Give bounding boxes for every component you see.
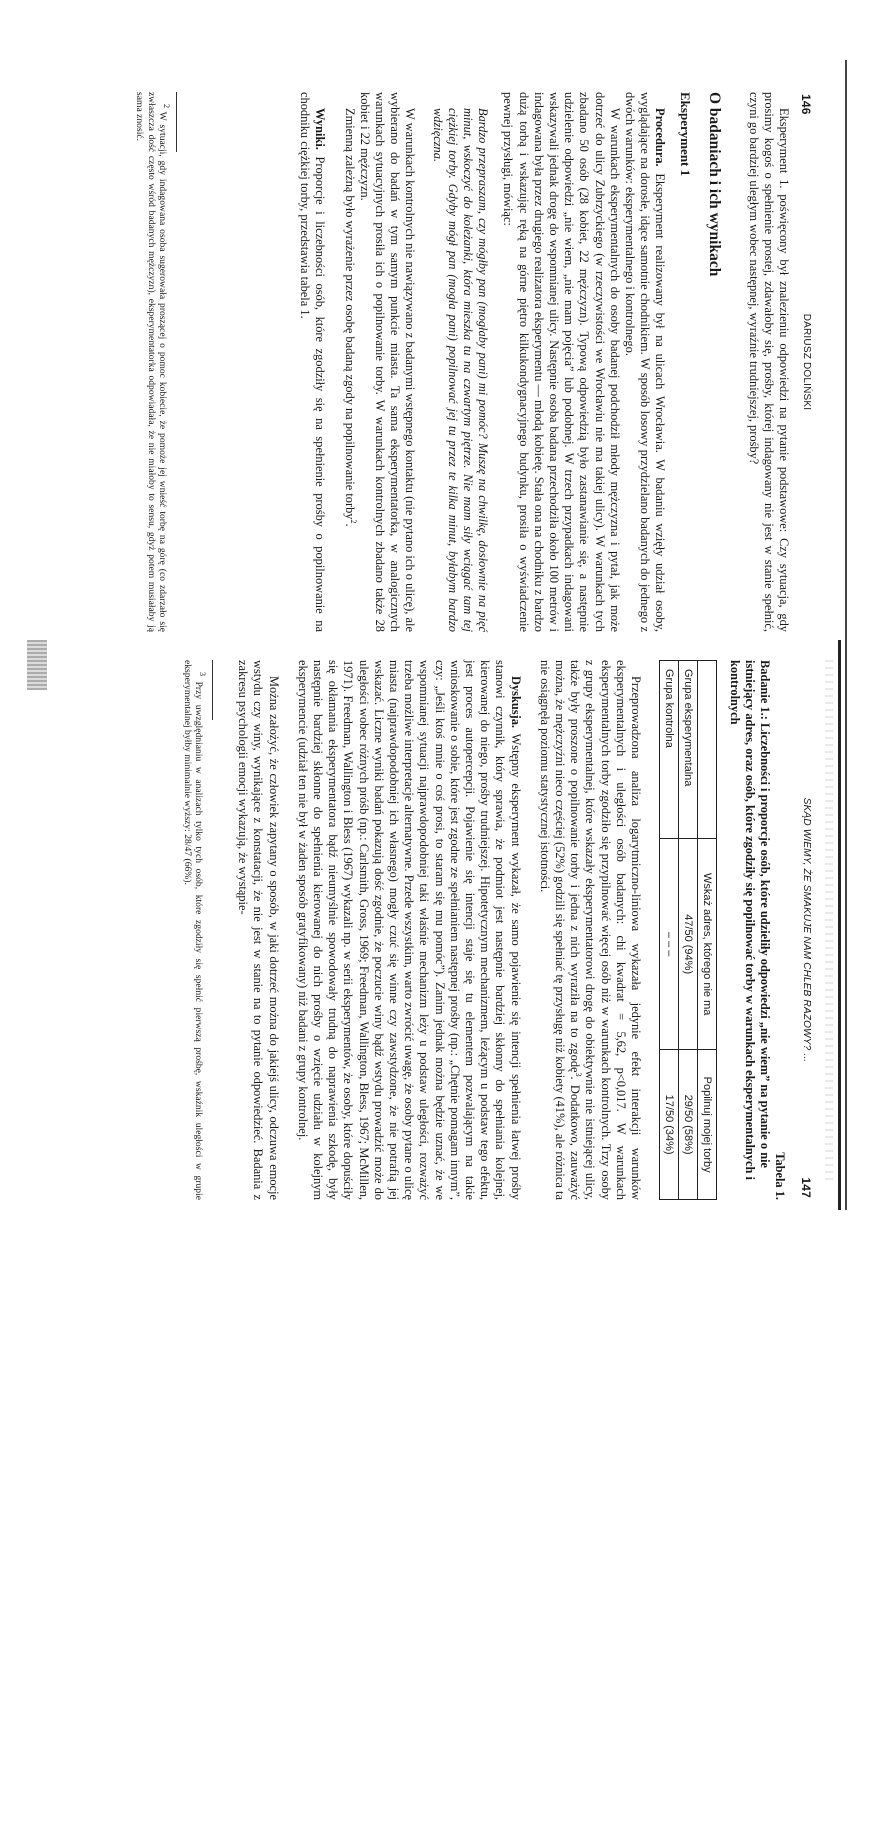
table-caption-block [727, 660, 787, 1200]
procedure-paragraph [622, 92, 668, 632]
footnote-number: 3 [198, 672, 208, 676]
discussion-text: Wstępny eksperyment wykazał, że samo pojawienie się intencji spełnienia łatwej prośby stanowi czynnik, który sprawia, że podmiot jest następnie bardziej skłonny do spełniania kolejnej, kierowanej do niego, prośby trudniejszej. Hipotetycznym mechanizmem, leżącym u podstaw tego efektu, jest proces autopercepcji. Pojawienie się intencji staje się tu elementem pozwalającym na takie wnioskowanie o sobie, które jest zgodne ze spełnianiem następnej prośby (np.: „Chętnie pomagam innym”, czy: „Jeśli ktoś mnie o coś prosi, to staram się mu pomóc”). Zanim jednak można będzie uznać, że we wspomnianej sytuacji najprawdopodobniej taki właśnie mechanizm leży u podstaw uległości, rozważyć trzeba możliwe interpretacje alternatywne. Przede wszystkim, warto zwrócić uwagę, że osoby pytane o ulicę miasta (najprawdopodobniej ich własnego) mogły czuć się winne czy zawstydzone, że nie potrafią jej wskazać. Liczne wyniki badań pokazują dość zgodnie, że poczucie winy bądź wstydu prowadzić może do uległości wobec różnych próśb (np.: Carlsmith, Gross, 1969; Freedman, Wallington, Bless, 1967; McMillen, 1971). Freedman, Wallington i Bless (1967) wykazali np. w serii eksperymentów, że osoby, które dopuściły się okłamania eksperymentatora bądź nieumyślnie spowodowały trudną do naprawienia szkodę, były następnie bardziej skłonne do spełnienia kierowanej do nich prośby o wzięcie udziału w kolejnym eksperymencie (udział ten nie był w żaden sposób gratyfikowany) niż badani z grupy kontrolnej. [295, 660, 523, 1200]
table-row [660, 661, 679, 1200]
running-head [791, 660, 813, 1200]
experimental-condition-paragraph: W warunkach eksperymentalnych do osoby badanej podchodził młody mężczyzna i pytał, jak może dotrzeć do ulicy Zubrzyckiego (w rzeczywistości we Wrocławiu nie ma takiej ulicy). W warunkach tych zbadano 50 osób (28 kobiet, 22 mężczyzn). Typową odpowiedzią było zastanawianie się, a następnie udzielenie odpowiedzi „nie wiem, „nie mam pojęcia” lub podobnej. W trzech przypadkach indagowani wskazywali jednak drogę do wspomnianej ulicy. Następnie osoba badana przechodziła około 100 metrów i indagowana była przez drugiego realizatora eksperymentu — młodą kobietę. Stała ona na chodniku z bardzo dużą torbą i wskazując ręką na górne piętro kilkukondygnacyjnego budynku, prosiła o wyświadczenie pewnej przysługi, mówiąc: [501, 92, 622, 632]
analysis-end: . Dodatkowo, zauważyć można, że mężczyźni nieco częściej (52%) godzili się spełniać tę przysługę niż kobiety (41%), ale różnica ta nie osiągnęła poziomu statystycznej istotności. [537, 660, 583, 1200]
footnote-3 [181, 660, 208, 1200]
scan-edge-line [845, 60, 847, 1210]
table-row [679, 661, 698, 1200]
page-number: 147 [799, 1177, 813, 1198]
table-caption: Badanie 1.: Liczebności i proporcje osób, które udzieliły odpowiedzi „nie wiem” na pytanie o nie istniejący adres, oraz osób, które zgodziły się popilnować torby w warunkach eksperymentalnych i kontrolnych [728, 660, 772, 1180]
running-head-author: DARIUSZ DOLIŃSKI [801, 313, 812, 411]
results-table [659, 660, 717, 1200]
scan-noise [825, 660, 833, 1180]
results-text: Proporcje i liczebności osób, które zgodziły się na spełnienie prośby o popilnowanie na chodniku ciężkiej torby, przedstawia tabela 1. [298, 92, 328, 632]
footnote-separator [212, 660, 213, 720]
scan-edge-line-dark [838, 640, 841, 1210]
discussion-label: Dyskusja. [508, 676, 523, 728]
procedure-label: Procedura. [653, 108, 668, 167]
page-147 [23, 660, 813, 1200]
procedure-text: Eksperyment realizowany był na ulicach Wrocławia. W badaniu wzięły udział osoby, wyglądające na dorosłe, idące samotnie chodnikiem. W sposób losowy przydzielano badanych do jednego z dwóch warunków: eksperymentalnego i kontrolnego. [622, 92, 668, 632]
footnote-ref-2: 2 [348, 519, 358, 524]
table-header-bag: Popilnuj mojej torby [698, 1050, 717, 1200]
intro-paragraph: Eksperyment 1. poświęcony był znalezieniu odpowiedzi na pytanie podstawowe: Czy sytuacja, gdy prosimy kogoś o spełnienie prostej, zdawałoby się, prośby, której indagowany nie jest w stanie spełnić, czyni go bardziej uległym wobec następnej, wyraźnie trudniejszej, prośby? [746, 92, 791, 632]
subsection-title: Eksperyment 1 [678, 92, 694, 177]
table-header-empty [698, 661, 717, 839]
control-condition-paragraph: W warunkach kontrolnych nie nawiązywano z badanymi wstępnego kontaktu (nie pytano ich o ulicę), ale wybierano do badań w tym samym punkcie miasta. Ta sama eksperymentatorka, w analogicznych warunkach sytuacyjnych prosiła ich o popilnowanie torby. W warunkach kontrolnych zbadano także 28 kobiet i 22 mężczyzn. [357, 92, 418, 632]
running-head-title: SKĄD WIEMY, ŻE SMAKUJE NAM CHLEB RAZOWY? ... [801, 797, 812, 1063]
dependent-variable-text: Zmienną zależną było wyrażenie przez osobę badaną zgody na popilnowanie torby [342, 108, 357, 520]
analysis-paragraph [537, 660, 643, 1200]
page-number: 146 [799, 94, 813, 115]
address-value: 47/50 (94%) [679, 839, 698, 1050]
results-label: Wyniki. [313, 108, 328, 150]
footnote-separator [176, 92, 177, 152]
dependent-variable-paragraph [341, 92, 356, 632]
footnote-ref-3: 3 [574, 1072, 584, 1077]
bag-value: 29/50 (58%) [679, 1050, 698, 1200]
running-head [791, 92, 813, 632]
address-value: – – – [660, 839, 679, 1050]
footnote-text: Przy uwzględnianiu w analizach tylko tych osób, które zgodziły się spełnić pierwszą prośbę, wskaźnik uległości w grupie eksperymentalnej byłby minimalnie wyższy: 28/47 (66%). [181, 660, 204, 1200]
results-paragraph [297, 92, 327, 632]
period: . [342, 523, 357, 527]
group-label: Grupa eksperymentalna [679, 661, 698, 839]
section-title: O badaniach i ich wynikach [706, 92, 724, 277]
table-header-address: Wskaż adres, którego nie ma [698, 839, 717, 1050]
emotion-paragraph: Można założyć, że człowiek zapytany o sposób, w jaki dotrzeć można do jakiejś ulicy, odczuwa emocje wstydu czy winy, wynikające z konstatacji, że nie jest w stanie na to pytanie odpowiedzieć. Badania z zakresu psychologii emocji wykazują, że wystąpie- [236, 660, 281, 1200]
group-label: Grupa kontrolna [660, 661, 679, 839]
analysis-text: Przeprowadzona analiza logarytmiczno-liniowa wykazała jedynie efekt interakcji warunków eksperymentalnych i uległości osób badanych: chi kwadrat = 5,62, p<0,017. W warunkach eksperymentalnych torby zgodziło się przypilnować więcej osób niż w warunkach kontrolnych. Trzy osoby z grupy eksperymentalnej, które wskazały eksperymentatorowi drogę do obiektywnie nie istniejącej ulicy, także były proszone o popilnowanie torby i jedna z nich wyraziła na to zgodę [568, 660, 643, 1200]
page-146 [23, 92, 813, 632]
discussion-paragraph [295, 660, 523, 1200]
footnote-text: W sytuacji, gdy indagowana osoba sugerowała proszącej o pomoc kobiecie, że pomoże jej wnieść torbę na górę (co zdarzało się zwłaszcza dość często wśród badanych mężczyzn), eksperymentatorka odpowiadała, że nie miałoby to sensu, gdyż potem musiałaby ją sama znosić. [134, 92, 168, 632]
table-label: Tabela 1. [773, 1152, 787, 1200]
request-quote: Bardzo przepraszam, czy mógłby pan (mogłaby pani) mi pomóc? Muszę na chwilkę, dosłownie na pięć minut, wskoczyć do koleżanki, która mieszka tu na czwartym piętrze. Nie mam siły wciągać tam tej ciężkiej torby. Gdyby mógł pan (mogła pani) popilnować jej tu przez te kilka minut, byłabym bardzo wdzięczna. [430, 108, 491, 632]
footnote-2 [134, 92, 172, 632]
bag-value: 17/50 (34%) [660, 1050, 679, 1200]
footnote-number: 2 [162, 104, 172, 108]
table-header-row [698, 661, 717, 1200]
